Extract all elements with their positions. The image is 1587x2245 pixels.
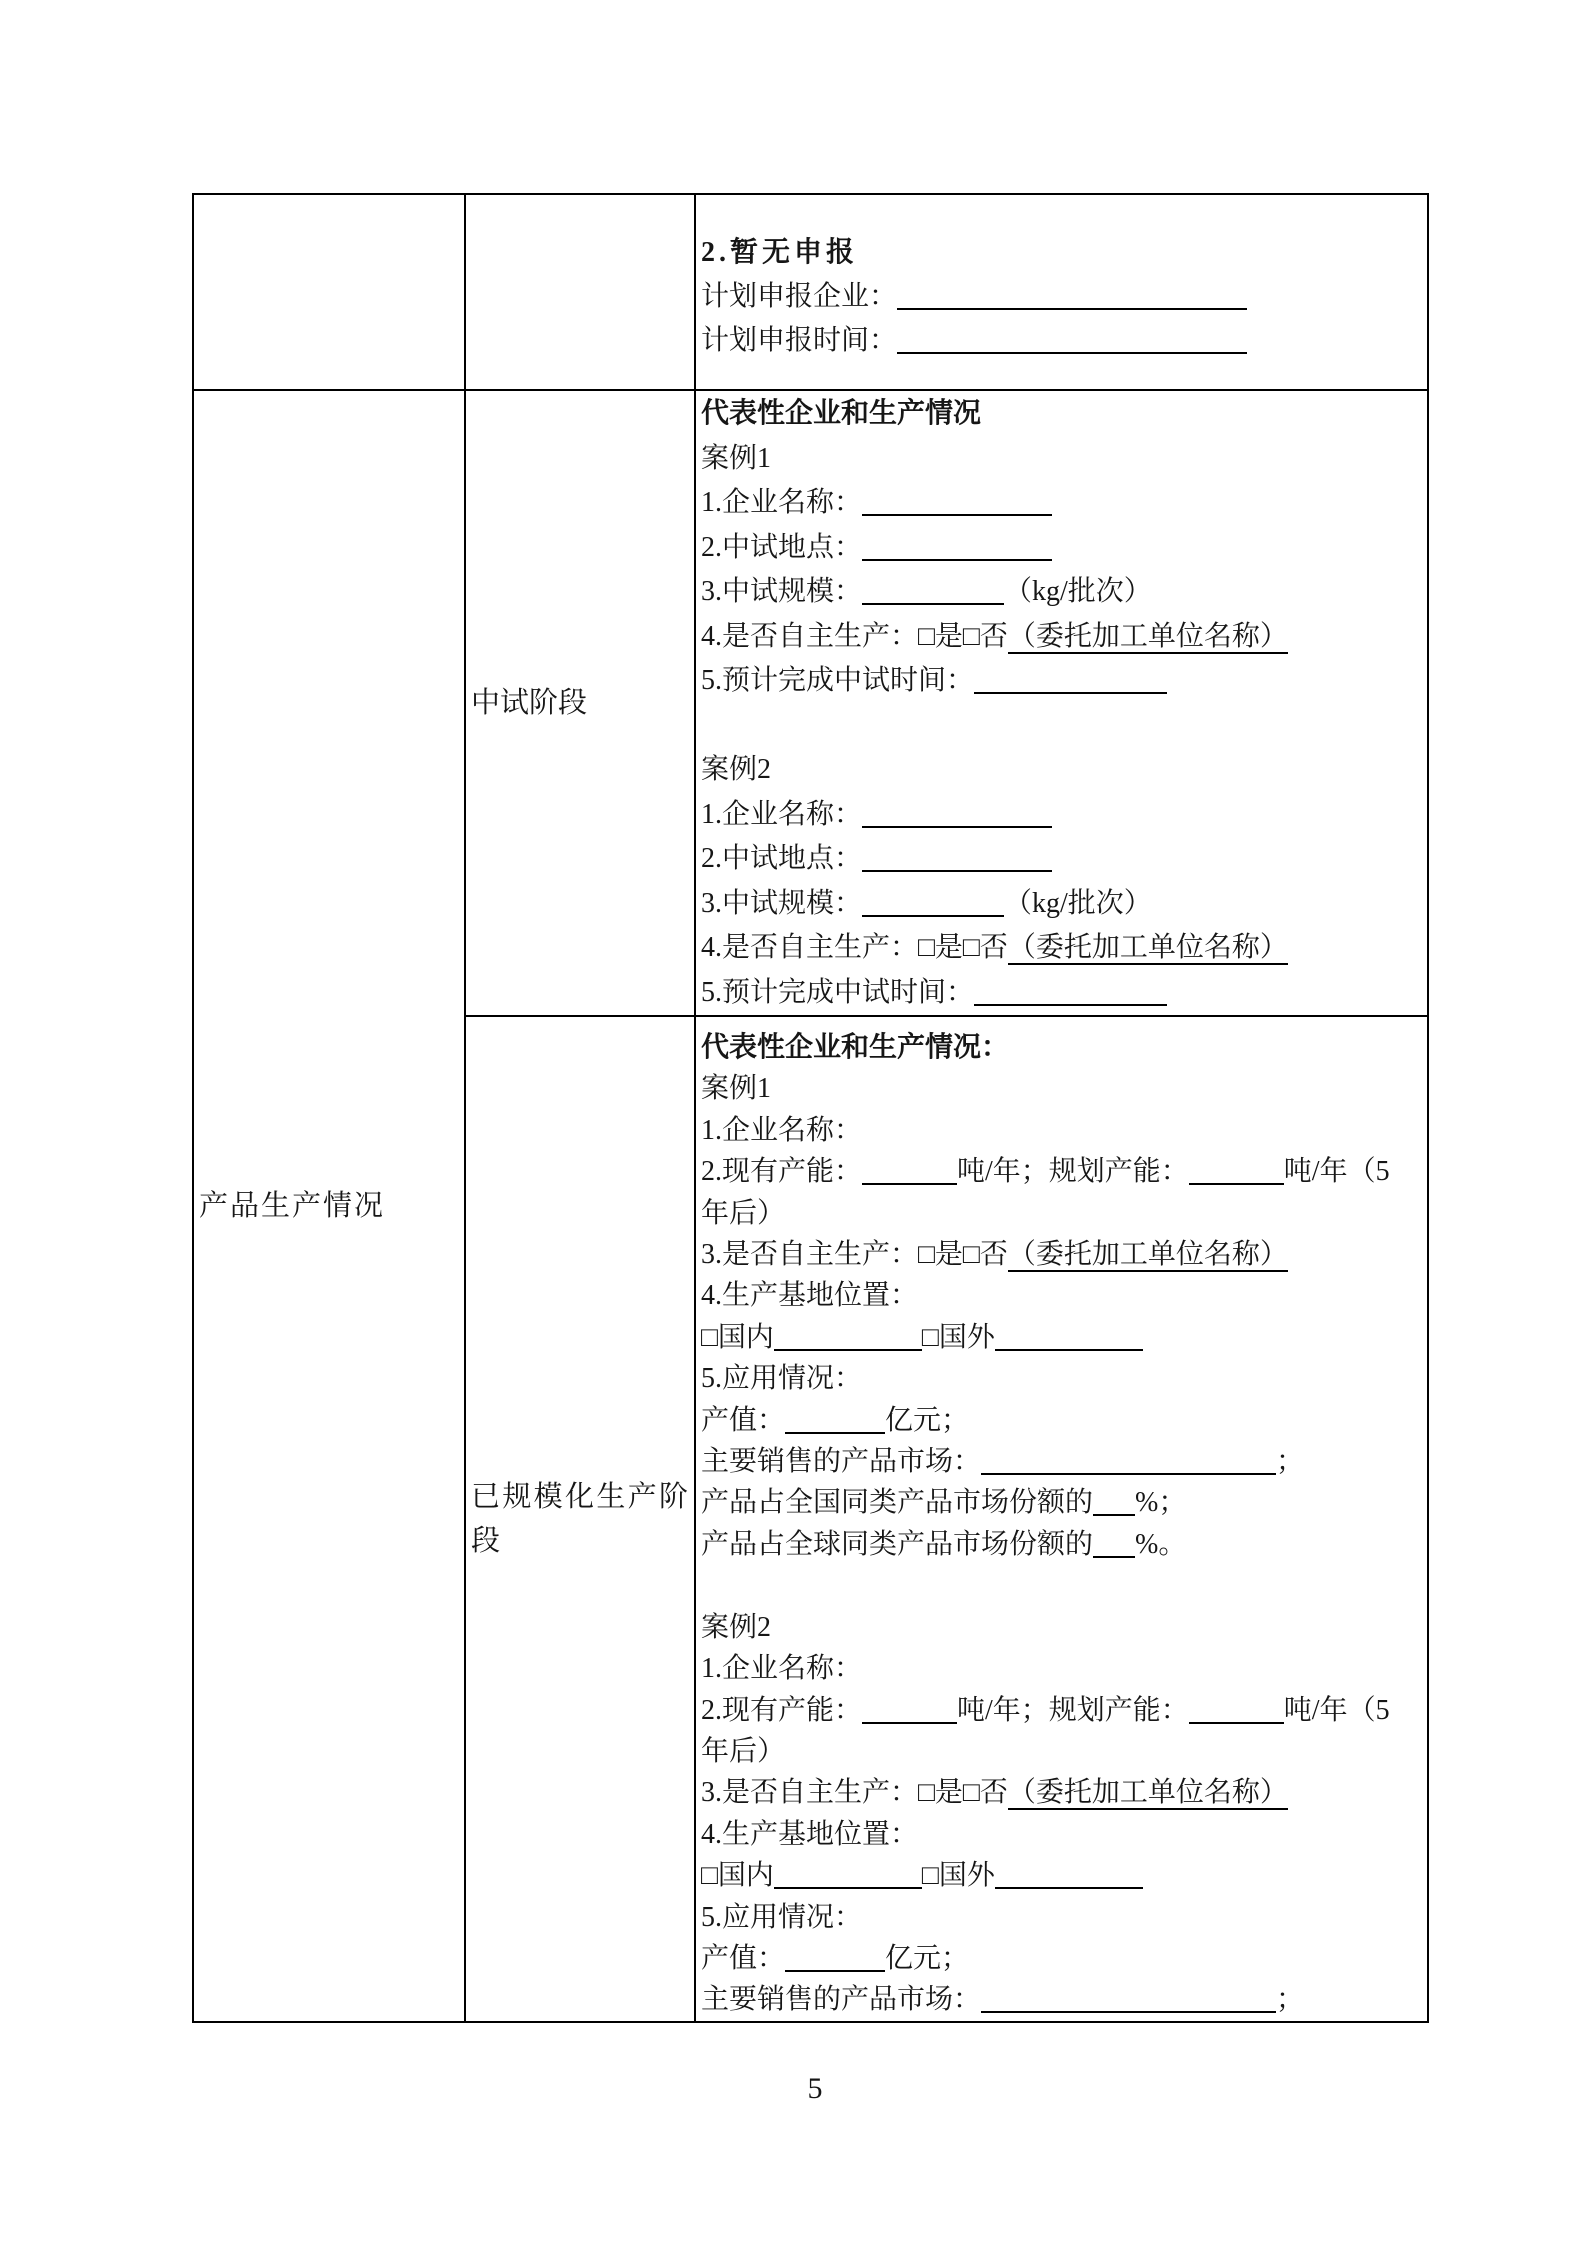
text-segment: 产品占全国同类产品市场份额的 — [701, 1487, 1094, 1519]
blank-underline — [1093, 1528, 1135, 1558]
text-segment: （委托加工单位名称） — [1007, 1777, 1288, 1809]
text-segment: （委托加工单位名称） — [1007, 932, 1288, 963]
cell-row1-col1-empty — [193, 194, 465, 390]
cell-pilot-stage-label — [465, 390, 695, 1016]
text-segment: 吨/年（5 — [1283, 1156, 1390, 1188]
blank-underline — [897, 280, 1247, 310]
blank-underline — [995, 1859, 1143, 1889]
text-segment: 产值： — [701, 1942, 786, 1974]
text-segment: （kg/批次） — [1004, 887, 1152, 919]
form-line — [701, 926, 1423, 971]
text-segment: 案例1 — [701, 442, 772, 474]
text-segment: 3.是否自主生产：□是□否 — [701, 1239, 1008, 1271]
form-line — [701, 971, 1423, 1016]
form-line — [701, 659, 1423, 704]
form-line — [701, 1565, 1423, 1606]
text-segment: 2.暂无申报 — [701, 237, 859, 268]
form-line — [701, 437, 1423, 482]
form-line — [701, 1400, 1423, 1441]
form-line — [701, 1275, 1423, 1316]
blank-underline — [862, 887, 1004, 917]
text-segment: 4.是否自主生产：□是□否 — [701, 932, 1008, 963]
blank-underline — [1093, 1486, 1135, 1516]
text-segment: 4.生产基地位置： — [701, 1280, 919, 1312]
text-segment: 2.现有产能： — [701, 1694, 863, 1726]
blank-underline — [862, 842, 1052, 872]
form-line — [701, 570, 1423, 615]
page-number: 5 — [807, 2072, 823, 2105]
form-line — [701, 1441, 1423, 1482]
text-segment: 4.是否自主生产：□是□否 — [701, 620, 1008, 652]
text-segment: 2.中试地点： — [701, 843, 863, 874]
text-segment: 主要销售的产品市场： — [701, 1446, 982, 1478]
pilot-stage-label: 中试阶段 — [471, 687, 588, 719]
form-line — [701, 1855, 1423, 1896]
form-line — [701, 1979, 1423, 2020]
text-segment: 年后） — [701, 1197, 786, 1229]
blank-underline — [897, 324, 1247, 354]
text-segment: 代表性企业和生产情况： — [701, 1032, 1010, 1063]
blank-underline — [774, 1859, 922, 1889]
cell-pilot-stage-content — [695, 390, 1428, 1016]
text-segment: 产值： — [701, 1404, 786, 1436]
text-segment: %。 — [1135, 1528, 1187, 1560]
text-segment: □国内 — [701, 1860, 774, 1892]
text-segment: □国内 — [701, 1321, 774, 1353]
text-segment: （委托加工单位名称） — [1007, 620, 1288, 652]
form-line — [701, 1317, 1423, 1358]
blank-underline — [974, 664, 1167, 694]
cell-row1-col2-empty — [465, 194, 695, 390]
text-segment: ； — [1276, 1984, 1305, 2016]
cell-declaration-status — [695, 194, 1428, 390]
text-segment: 3.中试规模： — [701, 576, 863, 607]
form-line — [701, 1110, 1423, 1151]
form-line — [701, 275, 1423, 319]
form-line — [701, 1482, 1423, 1523]
text-segment: （kg/批次） — [1004, 576, 1152, 607]
text-segment: 代表性企业和生产情况 — [701, 398, 982, 429]
text-segment: 1.企业名称： — [701, 1114, 863, 1146]
blank-underline — [862, 1694, 957, 1724]
text-segment: 3.中试规模： — [701, 887, 863, 919]
form-line — [701, 1234, 1423, 1275]
form-line — [701, 748, 1423, 793]
form-line — [701, 615, 1423, 660]
text-segment: 5.应用情况： — [701, 1901, 863, 1933]
text-segment: 亿元； — [885, 1404, 970, 1436]
text-segment: 1.企业名称： — [701, 487, 863, 518]
form-line — [701, 1938, 1423, 1979]
form-line — [701, 1151, 1423, 1192]
text-segment: 4.生产基地位置： — [701, 1818, 919, 1850]
text-segment: 计划申报时间： — [701, 325, 898, 356]
form-line — [701, 882, 1423, 927]
text-segment: 1.企业名称： — [701, 798, 863, 830]
cell-scaled-production-stage-label — [465, 1016, 695, 2022]
text-segment: 吨/年（5 — [1283, 1694, 1390, 1726]
scaled-production-stage-label: 已规模化生产阶段 — [471, 1480, 688, 1557]
cell-product-production-label — [193, 390, 465, 2022]
form-line — [701, 1524, 1423, 1565]
form-line — [701, 526, 1423, 571]
text-segment: 1.企业名称： — [701, 1653, 863, 1685]
form-line — [701, 319, 1423, 363]
cell-scaled-production-stage-content — [695, 1016, 1428, 2022]
blank-underline — [862, 1155, 957, 1185]
blank-underline — [981, 1983, 1276, 2013]
blank-underline — [1189, 1155, 1284, 1185]
text-segment: 年后） — [701, 1735, 786, 1767]
blank-underline — [862, 486, 1052, 516]
blank-underline — [974, 976, 1167, 1006]
text-segment: 案例1 — [701, 1073, 772, 1105]
text-segment: 5.预计完成中试时间： — [701, 665, 975, 696]
form-line — [701, 1193, 1423, 1234]
form-line — [701, 1731, 1423, 1772]
text-segment: □国外 — [921, 1860, 995, 1892]
form-line — [701, 1772, 1423, 1813]
blank-underline — [785, 1942, 885, 1972]
text-segment: %； — [1135, 1487, 1187, 1519]
form-line — [701, 481, 1423, 526]
form-line — [701, 1607, 1423, 1648]
form-line — [701, 1690, 1423, 1731]
text-segment: 5.应用情况： — [701, 1363, 863, 1395]
blank-underline — [862, 575, 1004, 605]
text-segment: 案例2 — [701, 1611, 772, 1643]
text-segment: 计划申报企业： — [701, 281, 898, 312]
form-table — [192, 193, 1429, 2023]
blank-underline — [1189, 1694, 1284, 1724]
form-line — [701, 1027, 1423, 1068]
form-line — [701, 704, 1423, 749]
text-segment: 吨/年；规划产能： — [957, 1694, 1189, 1726]
table-row — [193, 194, 1428, 390]
form-line — [701, 1068, 1423, 1109]
form-line — [701, 793, 1423, 838]
text-segment: 3.是否自主生产：□是□否 — [701, 1777, 1008, 1809]
form-line — [701, 231, 1423, 275]
blank-underline — [862, 798, 1052, 828]
text-segment: 2.现有产能： — [701, 1156, 863, 1188]
text-segment: ； — [1276, 1446, 1305, 1478]
form-line — [701, 837, 1423, 882]
text-segment: 2.中试地点： — [701, 531, 863, 563]
text-segment: 5.预计完成中试时间： — [701, 976, 975, 1008]
form-line — [701, 392, 1423, 437]
form-line — [701, 1648, 1423, 1689]
product-production-label: 产品生产情况 — [199, 1189, 386, 1222]
table-row — [193, 390, 1428, 1016]
text-segment: （委托加工单位名称） — [1007, 1239, 1288, 1271]
text-segment: 主要销售的产品市场： — [701, 1984, 982, 2016]
blank-underline — [785, 1404, 885, 1434]
text-segment: □国外 — [921, 1321, 995, 1353]
form-line — [701, 1814, 1423, 1855]
text-segment: 产品占全球同类产品市场份额的 — [701, 1528, 1094, 1560]
form-line — [701, 1358, 1423, 1399]
text-segment: 案例2 — [701, 754, 772, 785]
form-line — [701, 1897, 1423, 1938]
blank-underline — [862, 531, 1052, 561]
blank-underline — [774, 1321, 922, 1351]
blank-underline — [995, 1321, 1143, 1351]
text-segment: 亿元； — [885, 1942, 970, 1974]
text-segment: 吨/年；规划产能： — [957, 1156, 1189, 1188]
blank-underline — [981, 1445, 1276, 1475]
